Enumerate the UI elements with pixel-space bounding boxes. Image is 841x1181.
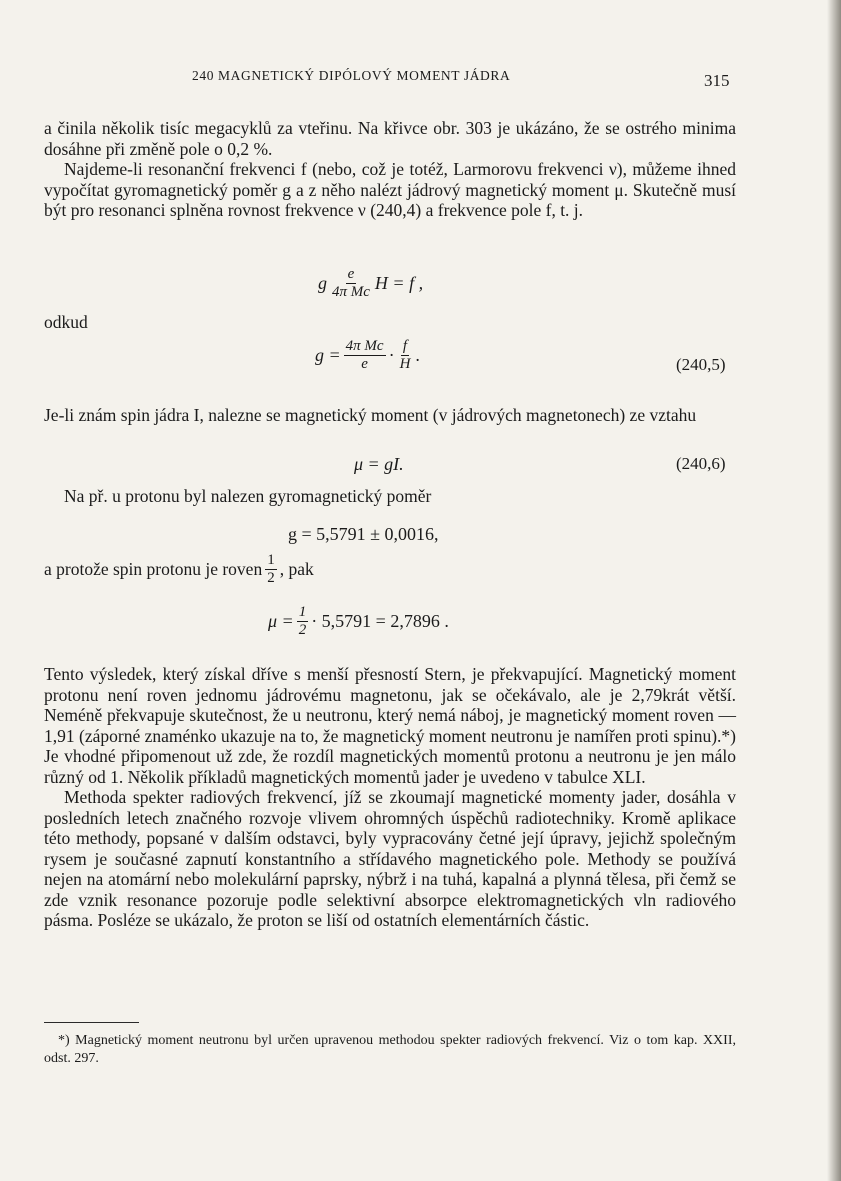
eq2-fraction-1 [344, 338, 386, 373]
eq2-lhs: g = [315, 345, 341, 365]
paragraph-7: Methoda spekter radiových frekvencí, jíž se zkoumají magnetické momenty jader, dosáhla v posledních letech značného rozvoje vlivem ohromných úspěchů radiotechniky. Kromě aplikace této methody, popsané v dalším odstavci, byly vypracovány četné její úpravy, jejichž společným rysem je současné zapnutí konstantního a střídavého magnetického pole. Methody se používá nejen na atomární nebo molekulární paprsky, nýbrž i na tuhá, kapalná a plynná tělesa, při čemž se zde vznik resonance pozoruje podle selektivní absorpce elektromagnetických vln radiového pásma. Posléze se ukázalo, že proton se liší od ostatních elementárních částic. [44, 787, 736, 930]
eq2-fraction-2 [398, 338, 413, 373]
eq5-rhs: · 5,5791 = 2,7896 . [311, 611, 449, 631]
equation-g-value: g = 5,5791 ± 0,0016, [288, 524, 439, 544]
paragraph-example: Na př. u protonu byl nalezen gyromagnetický poměr [64, 486, 432, 506]
equation-number-240-5: (240,5) [676, 355, 726, 374]
eq1-g: g [318, 273, 327, 293]
eq1-rest: H = f , [374, 273, 424, 293]
paragraph-6: Tento výsledek, který získal dříve s menší přesností Stern, je překvapující. Magnetický moment protonu není roven jednomu jádrovému magnetonu, jak se očekávalo, ale je 2,79krát větší. Neméně překvapuje skutečnost, že u neutronu, který nemá náboj, je magnetický moment roven — 1,91 (záporné znaménko ukazuje na to, že magnetický moment neutronu je namířen proti spinu).*) Je vhodné připomenout už zde, že rozdíl magnetických momentů protonu a neutronu je jen málo různý od 1. Několik příkladů magnetických momentů jader je uvedeno v tabulce XLI. [44, 664, 736, 787]
paragraph-2: Najdeme-li resonanční frekvenci f (nebo, což je totéž, Larmorovu frekvenci ν), můžeme ihned vypočítat gyromagnetický poměr g a z něho nalézt jádrový magnetický moment μ. Skutečně musí být pro resonanci splněna rovnost frekvence ν (240,4) a frekvence pole f, t. j. [44, 159, 736, 220]
footnote: *) Magnetický moment neutronu byl určen upravenou methodou spekter radiových frekvencí. Viz o tom kap. XXII, odst. 297. [44, 1033, 736, 1066]
eq5-numerator: 1 [298, 604, 307, 620]
eq5-fraction [297, 604, 309, 639]
paragraph-intro [44, 118, 736, 221]
eq2-denominator-1: e [361, 356, 368, 372]
paragraph-1: a činila několik tisíc megacyklů za vteřinu. Na křivce obr. 303 je ukázáno, že se ostrého minima dosáhne při změně pole o 0,2 %. [44, 118, 736, 159]
eq2-numerator-1: 4π Mc [345, 338, 384, 354]
equation-number-240-6: (240,6) [676, 454, 726, 473]
eq5-lhs: μ = [268, 611, 294, 631]
text-odkud: odkud [44, 312, 88, 332]
eq2-end: . [415, 345, 420, 365]
para5-before: a protože spin protonu je roven [44, 559, 263, 579]
eq5-denominator: 2 [298, 622, 307, 638]
equation-g [315, 338, 420, 373]
eq1-numerator: e [347, 266, 355, 282]
para5-numerator: 1 [267, 552, 275, 568]
eq2-dot: · [388, 345, 395, 365]
equation-mu: μ = gI. [354, 454, 404, 474]
para5-denominator: 2 [267, 570, 275, 586]
running-header: 240 MAGNETICKÝ DIPÓLOVÝ MOMENT JÁDRA [192, 68, 511, 83]
paragraph-spin: Je-li znám spin jádra I, nalezne se magnetický moment (v jádrových magnetonech) ze vztahu [44, 405, 697, 425]
paragraph-spin-proton [44, 552, 314, 587]
footnote-rule [44, 1022, 139, 1023]
eq2-numerator-2: f [402, 338, 408, 354]
eq2-denominator-2: H [399, 356, 411, 372]
paragraph-result [44, 664, 736, 931]
page-number: 315 [704, 71, 730, 90]
eq1-denominator: 4π Mc [332, 284, 370, 300]
para5-fraction [265, 552, 277, 587]
equation-mu-value [268, 604, 449, 639]
equation-resonance [318, 266, 423, 301]
para5-after: , pak [279, 559, 314, 579]
page-edge-shadow [827, 0, 841, 1181]
eq1-fraction [330, 266, 372, 301]
